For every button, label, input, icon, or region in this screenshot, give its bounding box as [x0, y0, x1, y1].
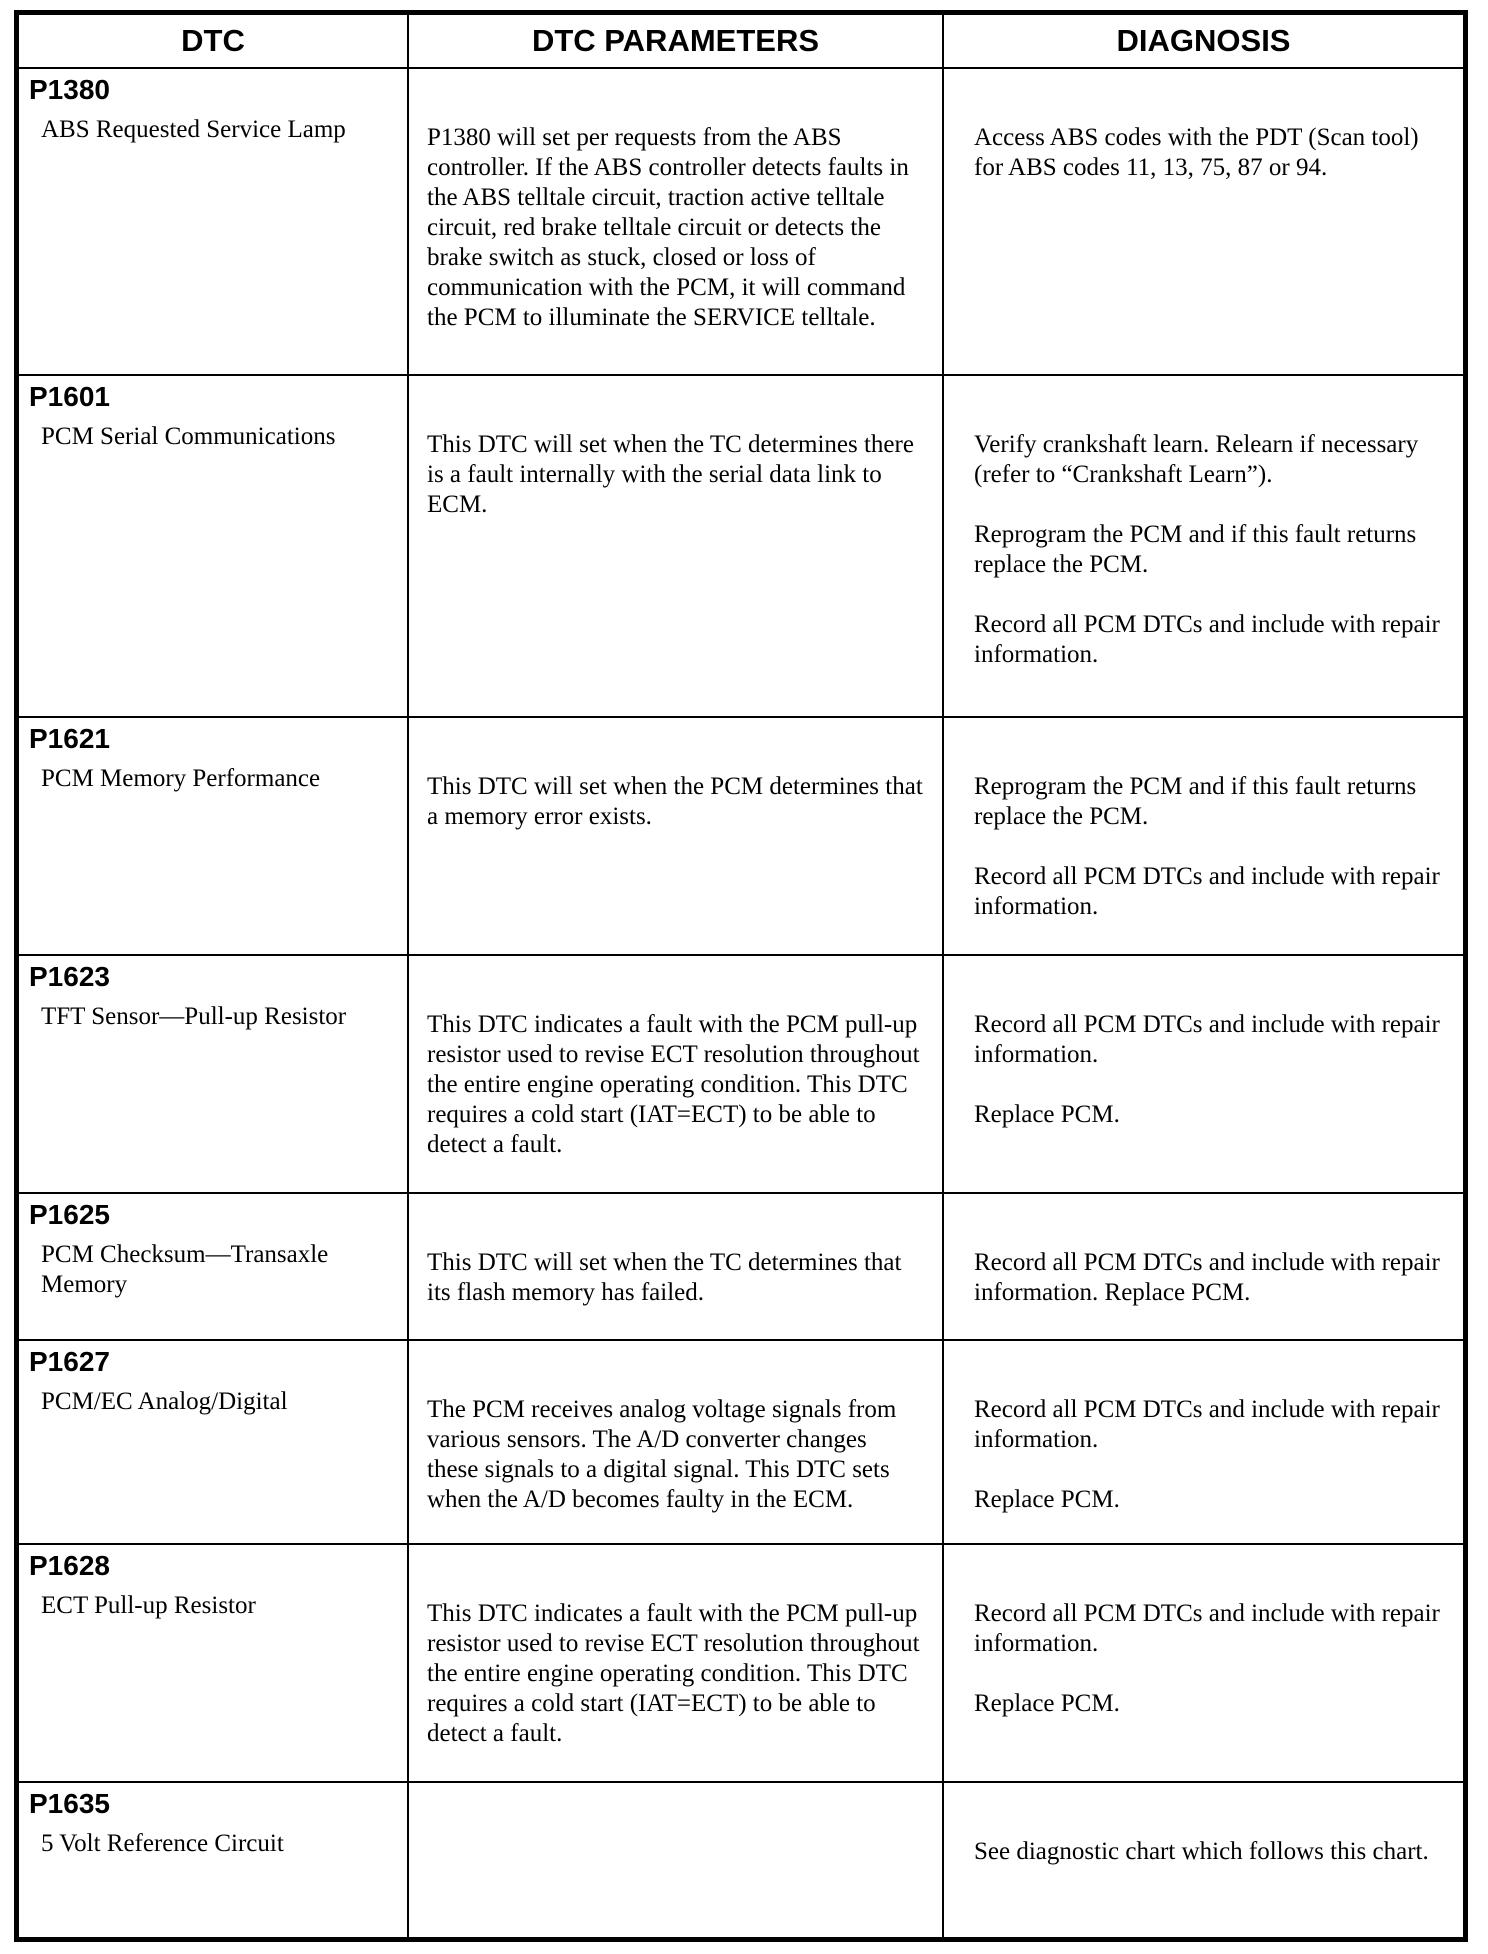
- diagnosis-text: [944, 1783, 1463, 1867]
- diagnosis-step: Record all PCM DTCs and include with repair information.: [974, 611, 1440, 669]
- table-row: [18, 1340, 1464, 1544]
- diagnosis-step: Replace PCM.: [974, 1101, 1120, 1129]
- dtc-parameters-text: This DTC will set when the PCM determines that a memory error exists.: [427, 773, 923, 831]
- diagnosis-step: Record all PCM DTCs and include with repair information.: [974, 863, 1440, 921]
- diagnosis-step: Record all PCM DTCs and include with repair information.: [974, 1011, 1440, 1069]
- dtc-parameters-text: This DTC indicates a fault with the PCM pull-up resistor used to revise ECT resolution throughout the entire engine operating condition. This DTC requires a cold start (IAT=ECT) to be able to detect a fault.: [427, 1600, 920, 1748]
- dtc-table: [17, 13, 1465, 1939]
- table-row: [18, 717, 1464, 955]
- parameters-cell: [408, 68, 943, 375]
- diagnosis-text: [944, 956, 1463, 1130]
- dtc-code: P1628: [29, 1550, 110, 1582]
- dtc-cell: [18, 955, 408, 1193]
- header-parameters: DTC PARAMETERS: [408, 14, 943, 68]
- diagnosis-step: Access ABS codes with the PDT (Scan tool) for ABS codes 11, 13, 75, 87 or 94.: [974, 124, 1419, 181]
- parameters-cell: [408, 1782, 943, 1938]
- diagnosis-text: [944, 69, 1463, 183]
- table-row: [18, 955, 1464, 1193]
- dtc-name: PCM/EC Analog/Digital: [41, 1387, 288, 1415]
- parameters-cell: [408, 1544, 943, 1782]
- dtc-code: P1623: [29, 961, 110, 993]
- diagnosis-cell: [943, 1544, 1464, 1782]
- diagnosis-text: [944, 1545, 1463, 1719]
- diagnosis-cell: [943, 1782, 1464, 1938]
- table-row: [18, 1544, 1464, 1782]
- dtc-name: PCM Checksum—Transaxle Memory: [41, 1240, 329, 1298]
- dtc-cell: [18, 1544, 408, 1782]
- diagnosis-step: Reprogram the PCM and if this fault returns replace the PCM.: [974, 773, 1417, 831]
- dtc-name: ABS Requested Service Lamp: [41, 116, 346, 143]
- dtc-parameters-text: P1380 will set per requests from the ABS controller. If the ABS controller detects faults in the ABS telltale circuit, traction active telltale circuit, red brake telltale circuit or detects the brake switch as stuck, closed or loss of communication with the PCM, it will command the PCM to illuminate the SERVICE telltale.: [427, 124, 909, 331]
- dtc-name: TFT Sensor—Pull-up Resistor: [41, 1003, 347, 1031]
- dtc-cell: [18, 68, 408, 375]
- diagnosis-text: [944, 376, 1463, 670]
- dtc-code: P1621: [29, 723, 110, 755]
- dtc-parameters-text: [409, 1783, 942, 1837]
- dtc-table-sheet: [14, 10, 1468, 1942]
- diagnosis-text: [944, 1194, 1463, 1308]
- header-dtc: DTC: [18, 14, 408, 68]
- table-body: [18, 68, 1464, 1938]
- diagnosis-cell: [943, 1340, 1464, 1544]
- diagnosis-step: Replace PCM.: [974, 1690, 1120, 1718]
- dtc-cell: [18, 717, 408, 955]
- dtc-code: P1625: [29, 1198, 110, 1230]
- dtc-code: P1380: [29, 74, 110, 105]
- parameters-cell: [408, 1340, 943, 1544]
- dtc-code: P1627: [29, 1345, 110, 1377]
- table-row: [18, 1193, 1464, 1340]
- dtc-parameters-text: This DTC will set when the TC determines that its flash memory has failed.: [427, 1248, 902, 1306]
- header-row: [18, 14, 1464, 68]
- dtc-name: PCM Serial Communications: [41, 423, 336, 451]
- table-row: [18, 1782, 1464, 1938]
- diagnosis-step: Verify crankshaft learn. Relearn if necessary (refer to “Crankshaft Learn”).: [974, 431, 1419, 489]
- dtc-name: 5 Volt Reference Circuit: [41, 1830, 284, 1857]
- dtc-cell: [18, 1782, 408, 1938]
- diagnosis-step: Reprogram the PCM and if this fault returns replace the PCM.: [974, 521, 1417, 579]
- diagnosis-cell: [943, 955, 1464, 1193]
- parameters-cell: [408, 717, 943, 955]
- diagnosis-cell: [943, 375, 1464, 717]
- diagnosis-cell: [943, 1193, 1464, 1340]
- dtc-cell: [18, 1340, 408, 1544]
- diagnosis-step: Replace PCM.: [974, 1485, 1120, 1513]
- diagnosis-text: [944, 718, 1463, 922]
- dtc-cell: [18, 1193, 408, 1340]
- dtc-cell: [18, 375, 408, 717]
- diagnosis-cell: [943, 68, 1464, 375]
- diagnosis-text: [944, 1341, 1463, 1515]
- diagnosis-step: Record all PCM DTCs and include with repair information.: [974, 1395, 1440, 1453]
- table-row: [18, 68, 1464, 375]
- table-row: [18, 375, 1464, 717]
- dtc-code: P1635: [29, 1788, 110, 1819]
- parameters-cell: [408, 1193, 943, 1340]
- dtc-parameters-text: This DTC will set when the TC determines there is a fault internally with the serial data link to ECM.: [427, 431, 914, 519]
- diagnosis-step: Record all PCM DTCs and include with repair information. Replace PCM.: [974, 1248, 1440, 1306]
- dtc-code: P1601: [29, 381, 110, 413]
- header-diagnosis: DIAGNOSIS: [943, 14, 1464, 68]
- parameters-cell: [408, 375, 943, 717]
- dtc-parameters-text: The PCM receives analog voltage signals from various sensors. The A/D converter changes these signals to a digital signal. This DTC sets when the A/D becomes faulty in the ECM.: [427, 1395, 897, 1513]
- dtc-parameters-text: This DTC indicates a fault with the PCM pull-up resistor used to revise ECT resolution throughout the entire engine operating condition. This DTC requires a cold start (IAT=ECT) to be able to detect a fault.: [427, 1011, 920, 1159]
- dtc-name: PCM Memory Performance: [41, 765, 321, 793]
- diagnosis-step: See diagnostic chart which follows this chart.: [974, 1838, 1429, 1865]
- parameters-cell: [408, 955, 943, 1193]
- dtc-name: ECT Pull-up Resistor: [41, 1592, 256, 1620]
- diagnosis-cell: [943, 717, 1464, 955]
- diagnosis-step: Record all PCM DTCs and include with repair information.: [974, 1600, 1440, 1658]
